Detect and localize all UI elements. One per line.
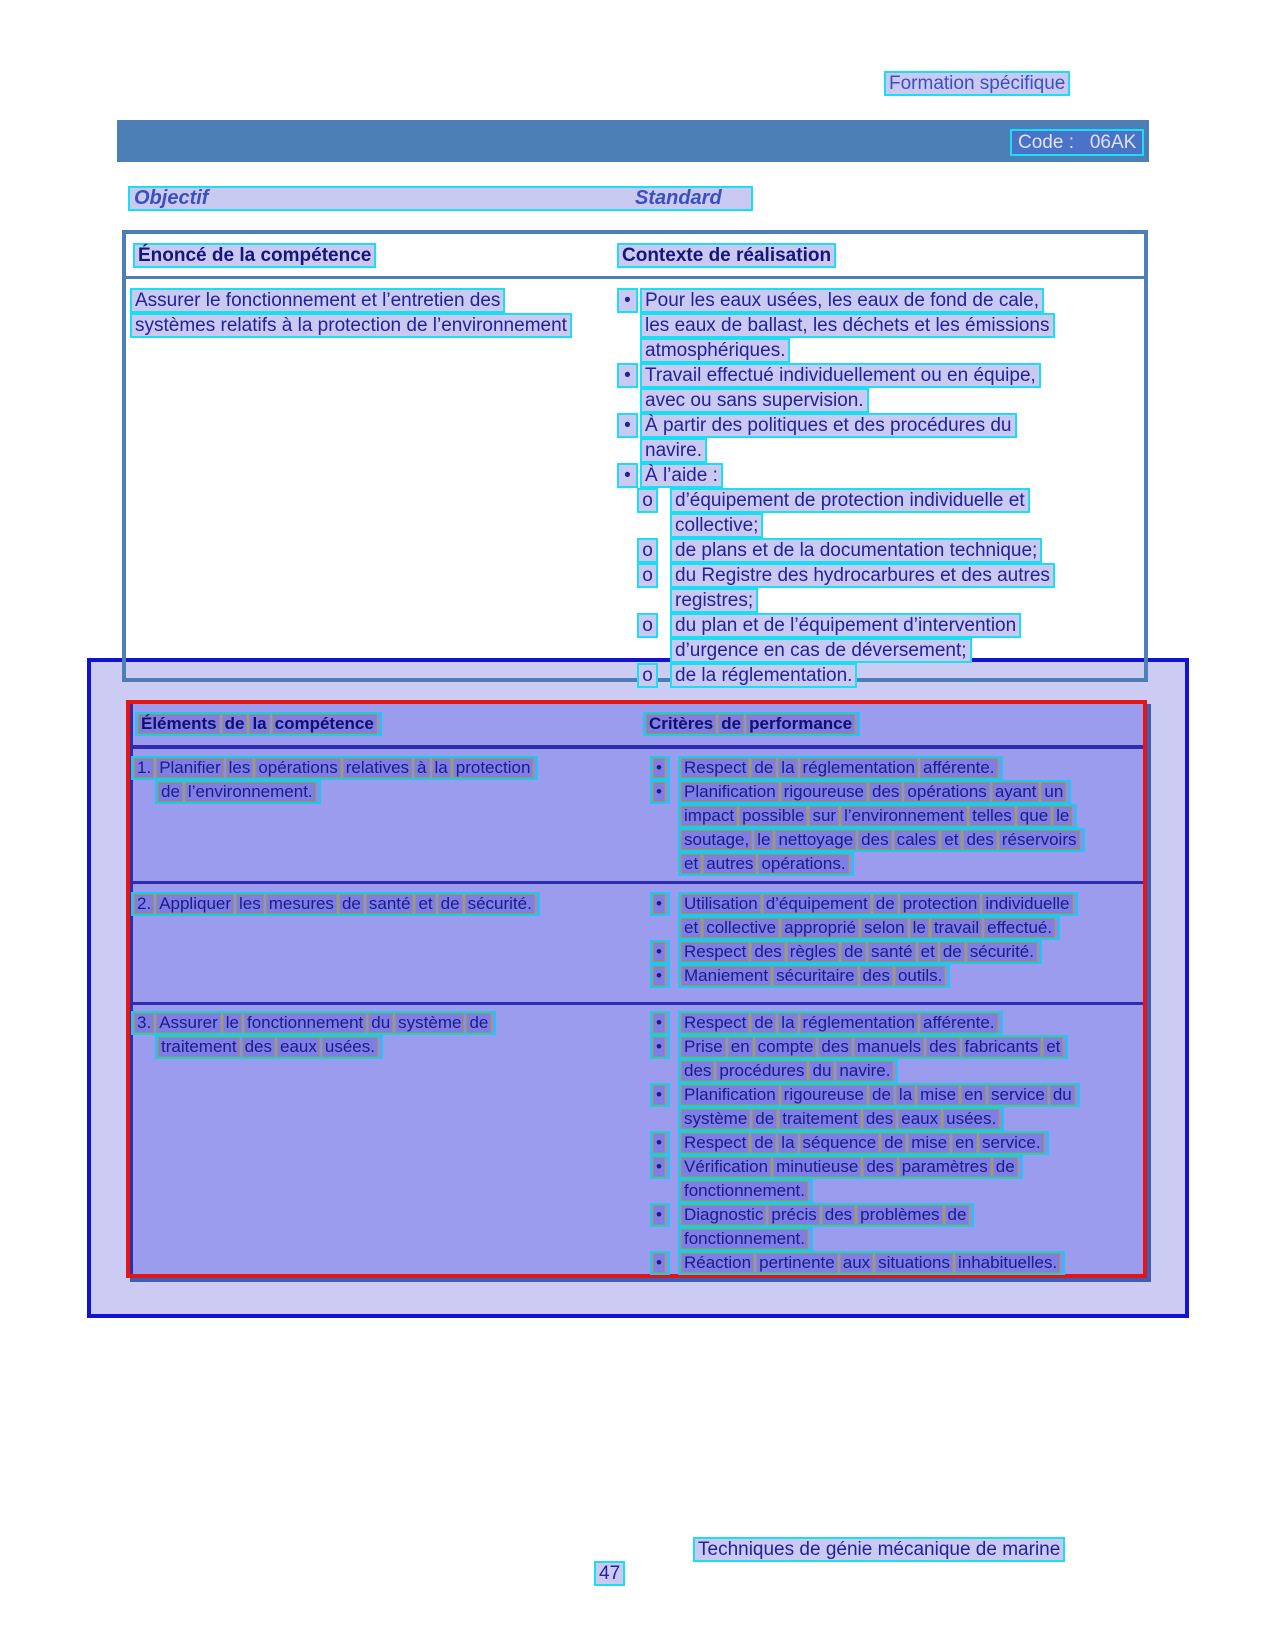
table1-context-line — [617, 563, 1137, 588]
word-box: possible — [739, 806, 807, 826]
word-box: nettoyage — [775, 830, 856, 850]
word-box: cales — [894, 830, 940, 850]
word-box: manuels — [854, 1037, 924, 1057]
word-box: l’environnement — [841, 806, 967, 826]
bullet-marker-icon — [650, 1011, 670, 1035]
table1-enonce-line — [130, 288, 610, 313]
word-box: Prise — [681, 1037, 726, 1057]
word-box: règles — [787, 942, 839, 962]
table1-context-line — [617, 488, 1137, 513]
word-box: usées. — [322, 1037, 378, 1057]
table2-critere-line — [650, 940, 1140, 964]
table1-context-line — [617, 413, 1137, 438]
word-box: 1. — [134, 758, 154, 778]
text-line-box — [678, 1011, 1003, 1035]
word-box: autres — [703, 854, 756, 874]
word-box: d’équipement — [763, 894, 871, 914]
text-line-box: les eaux de ballast, les déchets et les émissions — [640, 313, 1055, 338]
table1-context-line — [617, 613, 1137, 638]
bullet-marker-icon — [650, 1203, 670, 1227]
word-box: Planification — [681, 1085, 779, 1105]
word-box: les — [236, 894, 264, 914]
word-box: de — [751, 1013, 776, 1033]
word-box: que — [1017, 806, 1051, 826]
table1-context-line — [617, 588, 1137, 613]
table2-critere-line — [650, 892, 1140, 916]
word-box: effectué. — [984, 918, 1055, 938]
word-box: de — [841, 942, 866, 962]
text-line-box: À partir des politiques et des procédures du — [640, 413, 1017, 438]
word-box: rigoureuse — [781, 782, 867, 802]
word-box: séquence — [800, 1133, 880, 1153]
text-line-box: d’urgence en cas de déversement; — [670, 638, 972, 663]
word-box: paramètres — [899, 1157, 991, 1177]
word-box: santé — [366, 894, 414, 914]
word-box: mise — [908, 1133, 950, 1153]
word-box: relatives — [343, 758, 412, 778]
word-box: service — [988, 1085, 1048, 1105]
table2-critere-line — [650, 1203, 1140, 1227]
text-line-box: navire. — [640, 438, 707, 463]
word-box: de — [718, 714, 744, 734]
word-box: des — [863, 1109, 896, 1129]
word-box: Respect — [681, 1133, 749, 1153]
word-box: de — [222, 714, 248, 734]
word-box: de — [881, 1133, 906, 1153]
word-box: des — [818, 1037, 851, 1057]
word-box: afférente. — [920, 1013, 998, 1033]
elements-cell — [131, 1011, 621, 1059]
table2-element-line — [131, 1035, 621, 1059]
word-box: et — [941, 830, 961, 850]
word-box: afférente. — [920, 758, 998, 778]
word-box: de — [993, 1157, 1018, 1177]
objectif-standard-strip — [128, 186, 753, 211]
word-box: la — [249, 714, 269, 734]
text-line-box: systèmes relatifs à la protection de l’environnement — [130, 313, 572, 338]
word-box: fonctionnement. — [681, 1181, 808, 1201]
word-box: fonctionnement — [244, 1013, 366, 1033]
bullet-dot: • — [653, 1085, 665, 1105]
table2-element-line — [131, 756, 621, 780]
word-box: des — [963, 830, 996, 850]
text-line-box — [678, 1107, 1004, 1131]
word-box: situations — [875, 1253, 953, 1273]
word-box: des — [751, 942, 784, 962]
word-box: sécurité. — [465, 894, 535, 914]
word-box: des — [926, 1037, 959, 1057]
elements-table-header — [130, 704, 1143, 749]
competence-table — [122, 230, 1148, 686]
word-box: de — [752, 1109, 777, 1129]
word-box: du — [809, 1061, 834, 1081]
table2-critere-line — [650, 828, 1140, 852]
bullet-marker-icon — [650, 964, 670, 988]
table1-context-line — [617, 313, 1137, 338]
word-box: pertinente — [756, 1253, 838, 1273]
bullet-dot: • — [653, 1037, 665, 1057]
text-line-box: du plan et de l’équipement d’intervention — [670, 613, 1021, 638]
text-line-box — [678, 828, 1085, 852]
objectif-label: Objectif — [134, 187, 209, 209]
word-box: les — [226, 758, 254, 778]
contexte-header-cell: Contexte de réalisation — [617, 243, 836, 268]
text-line-box: Travail effectué individuellement ou en équipe, — [640, 363, 1041, 388]
word-box: 3. — [134, 1013, 154, 1033]
word-box: impact — [681, 806, 737, 826]
word-box: aux — [840, 1253, 873, 1273]
table1-context-line — [617, 288, 1137, 313]
table1-context-line — [617, 363, 1137, 388]
word-box: en — [961, 1085, 986, 1105]
table1-enonce-line — [130, 313, 610, 338]
word-box: individuelle — [982, 894, 1072, 914]
table2-critere-line — [650, 756, 1140, 780]
word-box: à — [414, 758, 429, 778]
text-line-box: Assurer le fonctionnement et l’entretien des — [130, 288, 505, 313]
text-line-box: À l’aide : — [640, 463, 723, 488]
word-box: Maniement — [681, 966, 771, 986]
circle-marker-icon: o — [637, 663, 658, 688]
text-line-box — [678, 916, 1060, 940]
word-box: mise — [917, 1085, 959, 1105]
table2-critere-line — [650, 964, 1140, 988]
word-box: eaux — [898, 1109, 941, 1129]
text-line-box: de plans et de la documentation technique; — [670, 538, 1042, 563]
bullet-marker-icon — [650, 780, 670, 804]
table-row — [130, 749, 1143, 884]
word-box: fabricants — [962, 1037, 1042, 1057]
bullet-marker-icon — [650, 940, 670, 964]
bullet-dot: • — [653, 1157, 665, 1177]
word-box: Vérification — [681, 1157, 771, 1177]
word-box: Planification — [681, 782, 779, 802]
bullet-dot: • — [653, 1133, 665, 1153]
word-box: Planifier — [156, 758, 223, 778]
word-box: réglementation — [800, 1013, 918, 1033]
word-box: la — [778, 758, 797, 778]
word-box: réglementation — [800, 758, 918, 778]
text-line-box — [678, 756, 1003, 780]
word-box: réservoirs — [999, 830, 1080, 850]
word-box: performance — [746, 714, 855, 734]
table2-critere-line — [650, 1227, 1140, 1251]
text-line-box — [678, 1179, 813, 1203]
table-row — [130, 1002, 1143, 1274]
text-line-box — [155, 780, 321, 804]
bullet-marker-icon — [650, 1251, 670, 1275]
table2-element-line — [131, 892, 621, 916]
word-box: de — [945, 1205, 970, 1225]
word-box: de — [751, 758, 776, 778]
bullet-marker-icon — [650, 1083, 670, 1107]
word-box: opérations — [255, 758, 340, 778]
table2-critere-line — [650, 1059, 1140, 1083]
word-box: compétence — [272, 714, 377, 734]
word-box: précis — [768, 1205, 819, 1225]
bullet-dot: • — [653, 782, 665, 802]
word-box: fonctionnement. — [681, 1229, 808, 1249]
table2-critere-line — [650, 916, 1140, 940]
bullet-marker-icon — [650, 756, 670, 780]
word-box: de — [869, 1085, 894, 1105]
word-box: système — [395, 1013, 464, 1033]
circle-marker-icon: o — [637, 563, 658, 588]
word-box: de — [751, 1133, 776, 1153]
word-box: Respect — [681, 758, 749, 778]
word-box: minutieuse — [773, 1157, 861, 1177]
bullet-dot: • — [653, 1253, 665, 1273]
word-box: et — [681, 918, 701, 938]
text-line-box: avec ou sans supervision. — [640, 388, 869, 413]
bullet-marker-icon: • — [617, 288, 638, 313]
competence-table-header — [126, 234, 1144, 279]
text-line-box: collective; — [670, 513, 763, 538]
word-box: Utilisation — [681, 894, 761, 914]
word-box: problèmes — [857, 1205, 942, 1225]
text-line-box — [678, 964, 950, 988]
bullet-dot: • — [653, 966, 665, 986]
title-bar — [117, 120, 1149, 162]
table1-context-line — [617, 388, 1137, 413]
word-box: usées. — [943, 1109, 999, 1129]
page-number: 47 — [594, 1561, 625, 1586]
table1-context-line — [617, 663, 1137, 688]
word-box: Respect — [681, 942, 749, 962]
word-box: des — [242, 1037, 275, 1057]
bullet-marker-icon: • — [617, 463, 638, 488]
table1-context-line — [617, 338, 1137, 363]
word-box: des — [858, 830, 891, 850]
word-box: sécurité. — [967, 942, 1037, 962]
table-row — [130, 881, 1143, 1005]
word-box: le — [223, 1013, 242, 1033]
word-box: inhabituelles. — [955, 1253, 1060, 1273]
text-line-box — [678, 892, 1078, 916]
word-box: des — [681, 1061, 714, 1081]
table2-critere-line — [650, 1083, 1140, 1107]
word-box: et — [918, 942, 938, 962]
word-box: travail — [931, 918, 982, 938]
word-box: procédures — [716, 1061, 807, 1081]
word-box: approprié — [781, 918, 859, 938]
word-box: des — [860, 966, 893, 986]
elements-performance-table — [126, 700, 1147, 1278]
word-box: et — [415, 894, 435, 914]
text-line-box — [678, 1131, 1049, 1155]
word-box: mesures — [266, 894, 337, 914]
bullet-dot: • — [653, 942, 665, 962]
table2-critere-line — [650, 1035, 1140, 1059]
table1-context-line — [617, 438, 1137, 463]
table2-critere-line — [650, 1251, 1140, 1275]
bullet-dot: • — [653, 894, 665, 914]
word-box: Diagnostic — [681, 1205, 766, 1225]
word-box: système — [681, 1109, 750, 1129]
word-box: la — [896, 1085, 915, 1105]
word-box: Réaction — [681, 1253, 754, 1273]
word-box: ayant — [992, 782, 1040, 802]
word-box: de — [339, 894, 364, 914]
text-line-box — [131, 756, 538, 780]
word-box: selon — [861, 918, 908, 938]
word-box: Éléments — [138, 714, 220, 734]
document-section-label: Formation spécifique — [884, 71, 1070, 96]
bullet-marker-icon: • — [617, 413, 638, 438]
word-box: de — [466, 1013, 491, 1033]
text-line-box — [678, 940, 1042, 964]
word-box: de — [438, 894, 463, 914]
word-box: des — [869, 782, 902, 802]
table2-critere-line — [650, 804, 1140, 828]
table2-element-line — [131, 780, 621, 804]
word-box: telles — [969, 806, 1015, 826]
text-line-box: du Registre des hydrocarbures et des autres — [670, 563, 1055, 588]
word-box: opérations. — [758, 854, 848, 874]
bullet-marker-icon — [650, 892, 670, 916]
text-line-box: de la réglementation. — [670, 663, 857, 688]
circle-marker-icon: o — [637, 538, 658, 563]
word-box: 2. — [134, 894, 154, 914]
text-line-box — [678, 1035, 1068, 1059]
enonce-header-cell: Énoncé de la compétence — [133, 243, 376, 268]
bullet-marker-icon: • — [617, 363, 638, 388]
text-line-box: registres; — [670, 588, 758, 613]
standard-label: Standard — [635, 187, 722, 209]
word-box: la — [432, 758, 451, 778]
word-box: compte — [755, 1037, 817, 1057]
contexte-list — [617, 288, 1137, 688]
criteres-header-cell — [643, 712, 860, 736]
word-box: le — [754, 830, 773, 850]
word-box: l’environnement. — [185, 782, 316, 802]
text-line-box — [131, 1011, 496, 1035]
table2-critere-line — [650, 1107, 1140, 1131]
bullet-dot: • — [653, 758, 665, 778]
bullet-dot: • — [653, 1013, 665, 1033]
word-box: Appliquer — [156, 894, 234, 914]
footer-program-label: Techniques de génie mécanique de marine — [693, 1537, 1065, 1562]
word-box: le — [1053, 806, 1072, 826]
table1-context-line — [617, 538, 1137, 563]
text-line-box — [678, 1251, 1065, 1275]
table2-critere-line — [650, 1155, 1140, 1179]
text-line-box — [678, 780, 1071, 804]
text-line-box — [155, 1035, 383, 1059]
criteres-cell — [650, 1011, 1140, 1275]
word-box: protection — [900, 894, 981, 914]
word-box: collective — [703, 918, 779, 938]
text-line-box — [678, 852, 854, 876]
word-box: en — [728, 1037, 753, 1057]
word-box: du — [1050, 1085, 1075, 1105]
word-box: outils. — [895, 966, 945, 986]
bullet-dot: • — [653, 1205, 665, 1225]
criteres-cell — [650, 756, 1140, 876]
text-line-box — [678, 1059, 898, 1083]
word-box: santé — [868, 942, 916, 962]
bullet-marker-icon — [650, 1035, 670, 1059]
word-box: protection — [453, 758, 534, 778]
text-line-box: atmosphériques. — [640, 338, 790, 363]
word-box: des — [863, 1157, 896, 1177]
table1-context-line — [617, 513, 1137, 538]
word-box: la — [778, 1013, 797, 1033]
elements-cell — [131, 756, 621, 804]
word-box: soutage, — [681, 830, 752, 850]
table2-critere-line — [650, 1179, 1140, 1203]
text-line-box: Pour les eaux usées, les eaux de fond de cale, — [640, 288, 1044, 313]
word-box: de — [940, 942, 965, 962]
circle-marker-icon: o — [637, 488, 658, 513]
word-box: Critères — [646, 714, 716, 734]
word-box: des — [822, 1205, 855, 1225]
word-box: eaux — [277, 1037, 320, 1057]
criteres-cell — [650, 892, 1140, 988]
word-box: navire. — [836, 1061, 893, 1081]
word-box: Assurer — [156, 1013, 221, 1033]
text-line-box — [131, 892, 540, 916]
word-box: le — [910, 918, 929, 938]
text-line-box — [678, 804, 1077, 828]
word-box: opérations — [904, 782, 989, 802]
word-box: rigoureuse — [781, 1085, 867, 1105]
word-box: la — [778, 1133, 797, 1153]
table1-context-line — [617, 638, 1137, 663]
word-box: de — [158, 782, 183, 802]
word-box: et — [1043, 1037, 1063, 1057]
word-box: sécuritaire — [773, 966, 857, 986]
elements-cell — [131, 892, 621, 916]
word-box: un — [1041, 782, 1066, 802]
text-line-box: d’équipement de protection individuelle et — [670, 488, 1030, 513]
bullet-marker-icon — [650, 1155, 670, 1179]
word-box: traitement — [158, 1037, 240, 1057]
word-box: du — [368, 1013, 393, 1033]
enonce-cell — [130, 288, 610, 338]
word-box: traitement — [779, 1109, 861, 1129]
word-box: en — [952, 1133, 977, 1153]
table2-critere-line — [650, 1011, 1140, 1035]
table1-context-line — [617, 463, 1137, 488]
word-box: Respect — [681, 1013, 749, 1033]
word-box: service. — [979, 1133, 1044, 1153]
text-line-box — [678, 1155, 1023, 1179]
text-line-box — [678, 1203, 974, 1227]
bullet-marker-icon — [650, 1131, 670, 1155]
text-line-box — [678, 1083, 1080, 1107]
word-box: sur — [809, 806, 839, 826]
elements-header-cell — [135, 712, 382, 736]
table2-element-line — [131, 1011, 621, 1035]
word-box: de — [873, 894, 898, 914]
table2-critere-line — [650, 780, 1140, 804]
table2-critere-line — [650, 1131, 1140, 1155]
code-badge: Code : 06AK — [1010, 129, 1144, 156]
table2-critere-line — [650, 852, 1140, 876]
text-line-box — [678, 1227, 813, 1251]
circle-marker-icon: o — [637, 613, 658, 638]
word-box: et — [681, 854, 701, 874]
